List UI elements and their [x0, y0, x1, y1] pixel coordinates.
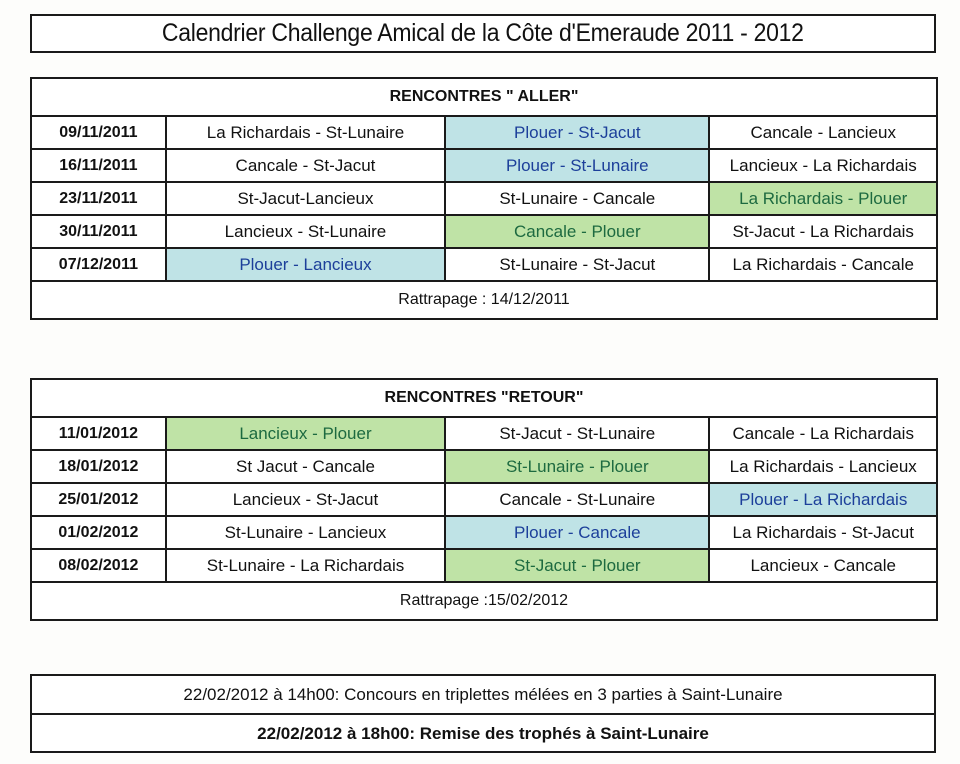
match-date: 09/11/2011: [31, 116, 166, 149]
match-cell-plouer-away: La Richardais - Plouer: [709, 182, 937, 215]
trophy-announcement: 22/02/2012 à 18h00: Remise des trophés à Saint-Lunaire: [257, 723, 709, 743]
match-cell: St-Jacut-Lancieux: [166, 182, 445, 215]
match-date: 08/02/2012: [31, 549, 166, 582]
table-row: [31, 516, 937, 549]
match-cell: Lancieux - St-Jacut: [166, 483, 445, 516]
match-cell-plouer-away: Lancieux - Plouer: [166, 417, 445, 450]
table-row: [31, 549, 937, 582]
match-cell-plouer-away: St-Lunaire - Plouer: [445, 450, 709, 483]
final-events-box: [30, 674, 936, 753]
match-cell: Cancale - St-Jacut: [166, 149, 445, 182]
match-date: 23/11/2011: [31, 182, 166, 215]
match-date: 25/01/2012: [31, 483, 166, 516]
match-cell: St Jacut - Cancale: [166, 450, 445, 483]
rattrapage-row: [31, 582, 937, 620]
match-cell: La Richardais - Lancieux: [709, 450, 937, 483]
table-row: [31, 215, 937, 248]
match-date: 16/11/2011: [31, 149, 166, 182]
tournament-announcement: 22/02/2012 à 14h00: Concours en triplettes mélées en 3 parties à Saint-Lunaire: [32, 676, 934, 715]
rattrapage-date: Rattrapage :15/02/2012: [31, 582, 937, 620]
match-date: 07/12/2011: [31, 248, 166, 281]
table-header-row: [31, 379, 937, 417]
match-cell: St-Jacut - St-Lunaire: [445, 417, 709, 450]
table-header-row: [31, 78, 937, 116]
match-date: 11/01/2012: [31, 417, 166, 450]
rattrapage-row: [31, 281, 937, 319]
table-row: [31, 149, 937, 182]
match-cell-plouer-away: St-Jacut - Plouer: [445, 549, 709, 582]
rattrapage-date: Rattrapage : 14/12/2011: [31, 281, 937, 319]
match-cell: St-Lunaire - St-Jacut: [445, 248, 709, 281]
match-cell-plouer-away: Cancale - Plouer: [445, 215, 709, 248]
retour-schedule-table: [30, 378, 938, 621]
match-cell-plouer-home: Plouer - La Richardais: [709, 483, 937, 516]
table-row: [31, 116, 937, 149]
match-cell: Cancale - La Richardais: [709, 417, 937, 450]
match-cell: St-Lunaire - Lancieux: [166, 516, 445, 549]
table-row: [31, 417, 937, 450]
match-cell-plouer-home: Plouer - St-Jacut: [445, 116, 709, 149]
aller-header: RENCONTRES " ALLER": [31, 78, 937, 116]
match-cell: Lancieux - St-Lunaire: [166, 215, 445, 248]
match-cell-plouer-home: Plouer - St-Lunaire: [445, 149, 709, 182]
match-cell: La Richardais - Cancale: [709, 248, 937, 281]
match-cell-plouer-home: Plouer - Cancale: [445, 516, 709, 549]
match-date: 30/11/2011: [31, 215, 166, 248]
match-date: 18/01/2012: [31, 450, 166, 483]
table-row: [31, 450, 937, 483]
page-title: Calendrier Challenge Amical de la Côte d'Emeraude 2011 - 2012: [162, 19, 804, 47]
match-cell-plouer-home: Plouer - Lancieux: [166, 248, 445, 281]
table-row: [31, 182, 937, 215]
match-cell: St-Lunaire - La Richardais: [166, 549, 445, 582]
match-cell: Lancieux - Cancale: [709, 549, 937, 582]
retour-header: RENCONTRES "RETOUR": [31, 379, 937, 417]
title-box: [30, 14, 936, 53]
table-row: [31, 248, 937, 281]
match-cell: La Richardais - St-Jacut: [709, 516, 937, 549]
table-row: [31, 483, 937, 516]
match-cell: St-Jacut - La Richardais: [709, 215, 937, 248]
aller-schedule-table: [30, 77, 938, 320]
match-cell: Cancale - Lancieux: [709, 116, 937, 149]
match-cell: Cancale - St-Lunaire: [445, 483, 709, 516]
match-cell: St-Lunaire - Cancale: [445, 182, 709, 215]
match-cell: Lancieux - La Richardais: [709, 149, 937, 182]
match-date: 01/02/2012: [31, 516, 166, 549]
match-cell: La Richardais - St-Lunaire: [166, 116, 445, 149]
